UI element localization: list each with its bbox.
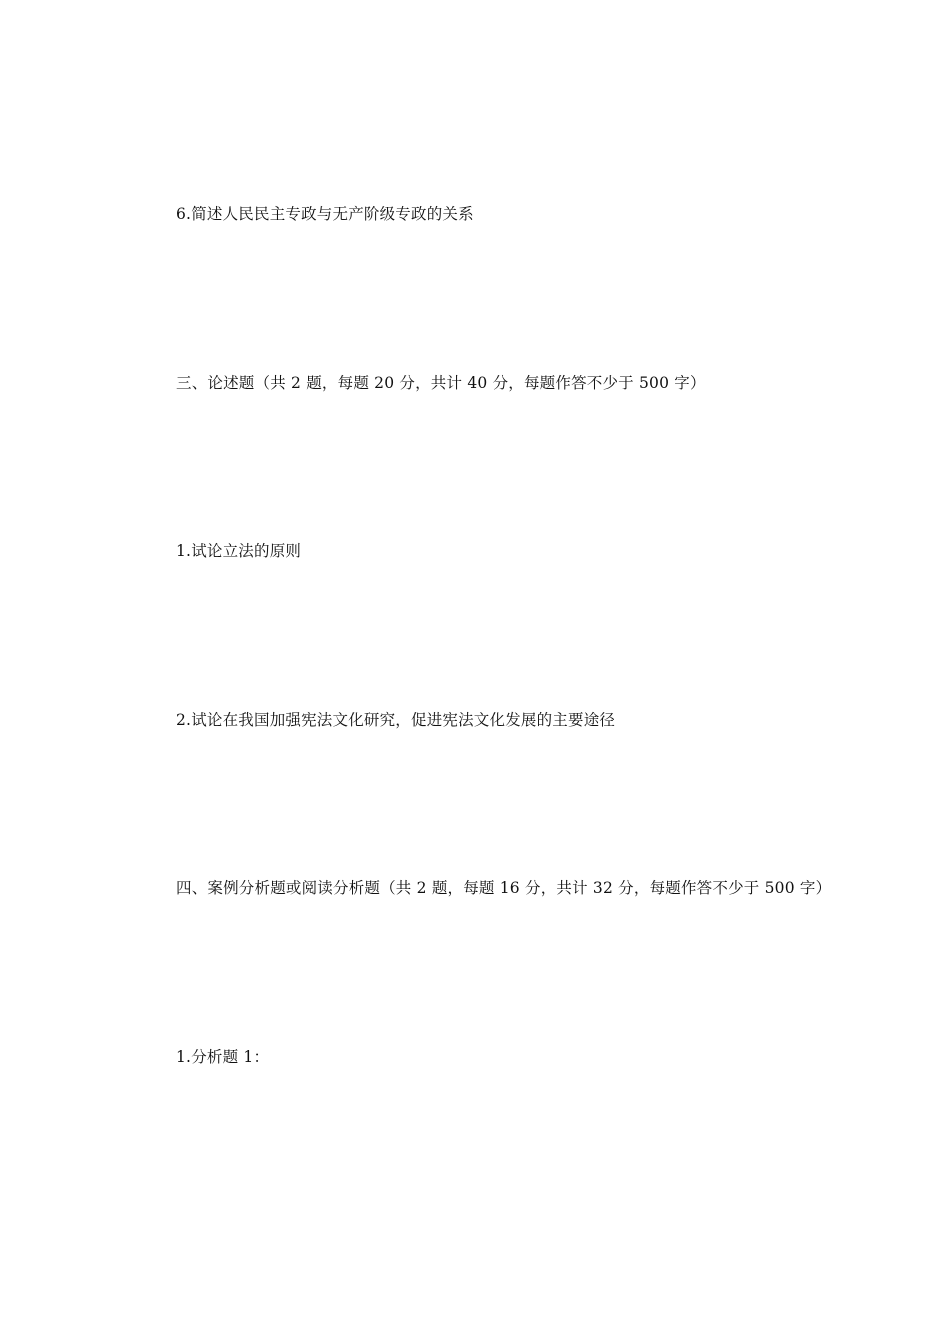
essay-question-2-text: 2.试论在我国加强宪法文化研究，促进宪法文化发展的主要途径 — [176, 711, 616, 729]
essay-question-1-text: 1.试论立法的原则 — [176, 542, 302, 560]
analysis-question-1-text: 1.分析题 1： — [176, 1048, 270, 1066]
section-3-heading: 三、论述题（共 2 题，每题 20 分，共计 40 分，每题作答不少于 500 字） — [176, 374, 706, 392]
question-6-text: 6.简述人民民主专政与无产阶级专政的关系 — [176, 205, 474, 223]
section-4-heading: 四、案例分析题或阅读分析题（共 2 题，每题 16 分，共计 32 分，每题作答不少于 500 字） — [176, 879, 832, 897]
